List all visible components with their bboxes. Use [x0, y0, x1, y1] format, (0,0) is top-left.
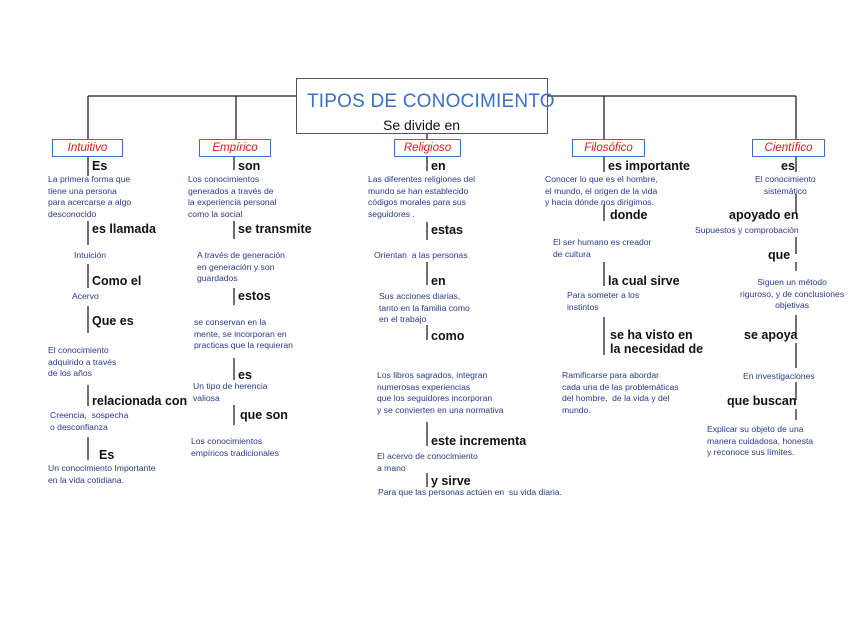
intuitivo-keyword-3: Como el	[92, 274, 142, 288]
filosofico-description-2: El ser humano es creador de cultura	[553, 237, 652, 259]
cientifico-keyword-5: que buscan	[727, 394, 797, 408]
religioso-keyword-4: como	[431, 329, 465, 343]
intuitivo-keyword-1: Es	[92, 159, 108, 173]
empirico-description-3: se conservan en la mente, se incorporan en practicas que la requieran	[194, 317, 293, 351]
intuitivo-description-2: Intuición	[74, 250, 107, 260]
category-religioso: Religioso	[394, 139, 461, 157]
intuitivo-description-1: La primera forma que tiene una persona para acercarse a algo desconocido	[48, 174, 132, 219]
intuitivo-keyword-4: Que es	[92, 314, 134, 328]
cientifico-keyword-2: apoyado en	[729, 208, 799, 222]
cientifico-description-2: Supuestos y comprobación	[695, 225, 799, 235]
empirico-description-4: Un tipo de herencia valiosa	[193, 381, 268, 403]
religioso-keyword-2: estas	[431, 223, 463, 237]
religioso-description-2: Orientan a las personas	[374, 250, 468, 260]
religioso-keyword-5: este incrementa	[431, 434, 527, 448]
category-intuitivo: Intuitivo	[52, 139, 123, 157]
religioso-description-6: Para que las personas actúen en su vida diaria.	[378, 487, 562, 497]
cientifico-keyword-4: se apoya	[744, 328, 798, 342]
religioso-keyword-6: y sirve	[431, 474, 471, 488]
filosofico-keyword-4: se ha visto en la necesidad de	[610, 328, 704, 356]
empirico-keyword-4: es	[238, 368, 252, 382]
cientifico-description-3: Siguen un método riguroso, y de conclusiones objetivas	[740, 277, 845, 311]
intuitivo-keyword-6: Es	[99, 448, 115, 462]
cientifico-description-4: En investigaciones	[743, 371, 815, 381]
cientifico-description-5: Explicar su objeto de una manera cuidadosa, honesta y reconoce sus límites.	[707, 424, 814, 458]
empirico-keyword-3: estos	[238, 289, 271, 303]
empirico-keyword-5: que son	[240, 408, 288, 422]
filosofico-keyword-2: donde	[610, 208, 648, 222]
map-subtitle: Se divide en	[383, 117, 461, 133]
religioso-keyword-3: en	[431, 274, 446, 288]
filosofico-keyword-1: es importante	[608, 159, 690, 173]
category-cientifico: Científico	[752, 139, 825, 157]
religioso-description-5: El acervo de conocimiento a mano	[377, 451, 478, 473]
intuitivo-description-4: El conocimiento adquirido a través de los años	[48, 345, 117, 379]
category-empirico: Empírico	[199, 139, 271, 157]
filosofico-description-3: Para someter a los instintos	[567, 290, 640, 312]
intuitivo-keyword-2: es llamada	[92, 222, 156, 236]
empirico-description-5: Los conocimientos empíricos tradicionales	[191, 436, 279, 458]
empirico-keyword-2: se transmite	[238, 222, 312, 236]
title-box	[296, 78, 555, 134]
empirico-description-1: Los conocimientos generados a través de la experiencia personal como la social	[188, 174, 277, 219]
religioso-description-4: Los libros sagrados, integran numerosas experiencias que los seguidores incorporan y se convierten en una normativa	[377, 370, 504, 415]
religioso-keyword-1: en	[431, 159, 446, 173]
cientifico-keyword-3: que	[768, 248, 791, 262]
cientifico-description-1: El conocimiento sistemático	[755, 174, 816, 196]
filosofico-keyword-3: la cual sirve	[608, 274, 680, 288]
map-title: TIPOS DE CONOCIMIENTO	[307, 91, 555, 112]
intuitivo-description-3: Acervo	[72, 291, 99, 301]
empirico-description-2: A través de generación en generación y son guardados	[197, 250, 285, 284]
category-filosofico: Filosófico	[572, 139, 645, 157]
empirico-keyword-1: son	[238, 159, 261, 173]
filosofico-description-4: Ramificarse para abordar cada una de las problemáticas del hombre, de la vida y del mundo.	[562, 370, 679, 415]
intuitivo-keyword-5: relacionada con	[92, 394, 188, 408]
intuitivo-description-5: Creencia, sospecha o desconfianza	[50, 410, 129, 432]
religioso-description-1: Las diferentes religiones del mundo se han establecido códigos morales para sus seguidores .	[368, 174, 476, 219]
filosofico-description-1: Conocer lo que es el hombre, el mundo, el origen de la vida y hacia dónde nos dirigimos.	[545, 174, 658, 208]
religioso-description-3: Sus acciones diarias, tanto en la familia como en el trabajo	[379, 291, 470, 325]
intuitivo-description-6: Un conocimiento Importante en la vida cotidiana.	[48, 463, 156, 485]
cientifico-keyword-1: es	[781, 159, 795, 173]
